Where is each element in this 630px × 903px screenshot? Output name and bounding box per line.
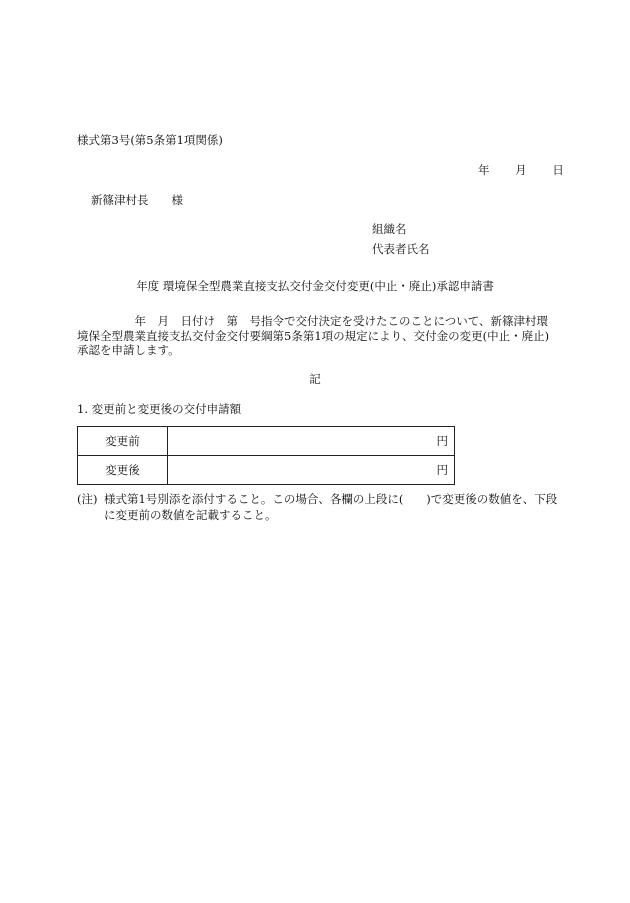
ki-heading: 記 xyxy=(309,372,321,386)
date-line xyxy=(478,163,564,177)
addressee: 新篠津村長 様 xyxy=(91,193,183,207)
date-year: 年 xyxy=(478,163,490,177)
row-label-after: 変更後 xyxy=(78,456,168,485)
yen-unit: 円 xyxy=(436,463,448,477)
note-text: 様式第1号別添を添付すること。この場合、各欄の上段に( )で変更後の数値を、下段に変更前の数値を記載すること。 xyxy=(104,492,558,522)
amount-before-field[interactable] xyxy=(168,427,455,456)
organization-label: 組織名 xyxy=(372,222,407,236)
body-paragraph: 年 月 日付け 第 号指令で交付決定を受けたこのことについて、新篠津村環境保全型農業直接支払交付金交付要綱第5条第1項の規定により、交付金の変更(中止・廃止)承認を申請します。 xyxy=(77,314,550,357)
date-day: 日 xyxy=(552,163,564,177)
note-prefix: (注) xyxy=(77,492,98,506)
date-month: 月 xyxy=(515,163,527,177)
table-row xyxy=(78,456,455,485)
form-number: 様式第3号(第5条第1項関係) xyxy=(77,133,223,147)
yen-unit: 円 xyxy=(436,434,448,448)
amounts-table xyxy=(77,426,455,485)
table-row xyxy=(78,427,455,456)
document-title: 年度 環境保全型農業直接支払交付金交付変更(中止・廃止)承認申請書 xyxy=(136,279,494,293)
representative-label: 代表者氏名 xyxy=(372,242,430,256)
note xyxy=(77,491,559,523)
item1-heading: 1. 変更前と変更後の交付申請額 xyxy=(77,402,242,416)
row-label-before: 変更前 xyxy=(78,427,168,456)
amount-after-field[interactable] xyxy=(168,456,455,485)
